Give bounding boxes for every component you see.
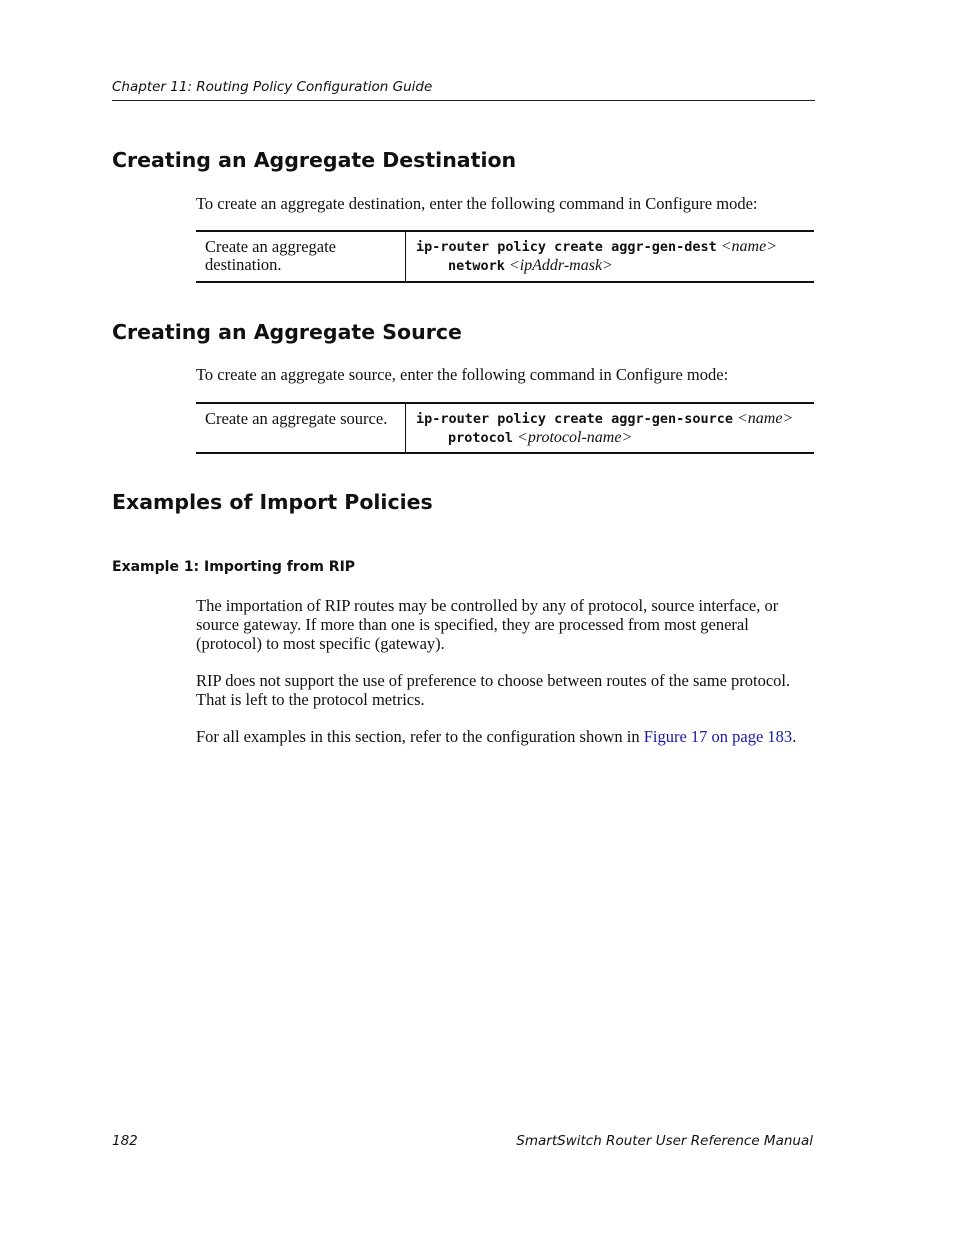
section-title-aggregate-source: Creating an Aggregate Source — [112, 320, 462, 344]
section-title-aggregate-destination: Creating an Aggregate Destination — [112, 148, 517, 172]
aggregate-source-intro: To create an aggregate source, enter the following command in Configure mode: — [196, 365, 729, 384]
command-argument: <name> — [720, 238, 777, 255]
figure-reference-link[interactable]: Figure 17 on page 183 — [643, 727, 793, 746]
command-description: Create an aggregate destination. — [196, 232, 406, 281]
paragraph-configuration-reference — [196, 727, 816, 746]
command-argument: <protocol-name> — [517, 428, 633, 446]
reference-text: For all examples in this section, refer to the configuration shown in — [196, 727, 644, 746]
paragraph-rip-preference: RIP does not support the use of preference to choose between routes of the same protocol. That is left to the protocol metrics. — [196, 671, 791, 709]
aggregate-destination-intro: To create an aggregate destination, enter the following command in Configure mode: — [196, 194, 758, 213]
manual-title: SmartSwitch Router User Reference Manual — [516, 1133, 813, 1149]
page-number: 182 — [112, 1133, 138, 1149]
aggregate-source-command-table — [196, 402, 814, 454]
command-keywords: ip-router policy create aggr-gen-source — [416, 411, 733, 427]
command-keyword: protocol — [448, 429, 514, 446]
reference-period: . — [792, 727, 797, 746]
command-syntax — [406, 232, 814, 281]
command-keyword: network — [448, 257, 505, 274]
section-title-import-policies: Examples of Import Policies — [112, 490, 433, 514]
command-keywords: ip-router policy create aggr-gen-dest — [416, 239, 717, 255]
command-argument: <name> — [736, 410, 794, 427]
example-subtitle: Example 1: Importing from RIP — [112, 559, 356, 575]
command-description: Create an aggregate source. — [196, 404, 406, 452]
command-argument: <ipAddr-mask> — [508, 256, 613, 274]
aggregate-destination-command-table — [196, 230, 814, 283]
paragraph-rip-importation: The importation of RIP routes may be controlled by any of protocol, source interface, or source gateway. If more than one is specified, they are processed from most general (protocol) to most specific (gateway). — [196, 596, 779, 653]
command-syntax — [406, 404, 814, 452]
running-header: Chapter 11: Routing Policy Configuration Guide — [112, 79, 815, 101]
